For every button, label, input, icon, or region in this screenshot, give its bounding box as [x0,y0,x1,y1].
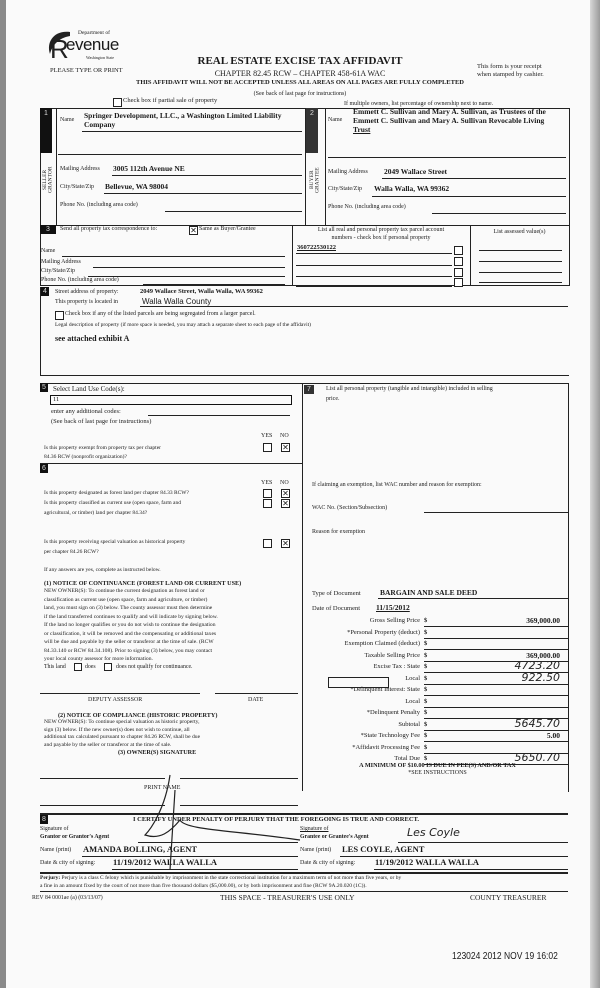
deputy-assessor-label: DEPUTY ASSESSOR [88,697,143,703]
buyer-city-field[interactable]: Walla Walla, WA 99362 [374,184,450,193]
notice-line: 84.33.140 or RCW 84.34.108). Prior to signing (3) below, you may contact [44,647,213,654]
dollar-sign: $ [424,709,428,716]
grantor-sig-label-2: Grantor or Grantor's Agent [40,834,110,840]
seller-mail-label: Mailing Address [60,166,100,172]
date-label: DATE [248,697,264,703]
underline [372,196,566,197]
deputy-assessor-signature[interactable] [40,693,200,694]
dollar-sign: $ [424,617,428,624]
tax-row-label: Gross Selling Price [369,617,420,624]
receipt-note-2: when stamped by cashier. [477,71,544,78]
located-in-label: This property is located in [55,299,118,305]
section-1-number: 1 [40,108,52,153]
grantee-signature-field[interactable] [398,842,568,843]
parcel-line [296,253,452,254]
tax-row-label: Local [405,697,420,705]
tax-row-underline [424,638,568,639]
underline [378,598,568,599]
divider [292,225,293,285]
county-treasurer-label: COUNTY TREASURER [470,893,547,902]
buyer-city-label: City/State/Zip [328,186,362,192]
divider [56,108,57,225]
if-yes-note: If any answers are yes, complete as instructed below. [44,567,161,573]
tax-row-value[interactable]: 5645.70 [514,716,560,730]
notice-line: NEW OWNER(S): To continue special valuation as historic property, [44,719,200,725]
dollar-sign: $ [424,640,428,647]
scan-edge-right [590,0,600,988]
buyer-phone-field[interactable] [432,213,566,214]
land-use-code-select[interactable] [50,395,292,405]
assessed-field-3[interactable] [479,272,562,273]
dollar-sign: $ [424,732,428,739]
grantee-signature: Les Coyle [407,826,460,839]
seller-city-field[interactable]: Bellevue, WA 98004 [105,182,168,191]
grantee-name-label: Name (print) [300,847,332,853]
assessed-field-2[interactable] [479,261,562,262]
claiming-exemption-label: If claiming an exemption, list WAC number and reason for exemption: [312,482,482,488]
partial-sale-label: Check box if partial sale of property [123,97,218,104]
perjury-text-1: Perjury is a class C felony which is punishable by imprisonment in the state correctional institution for a maximum term of not more than five years, or by [60,875,402,881]
doc-type-label: Type of Document [312,590,361,597]
corr-phone-field[interactable] [143,284,285,285]
grantee-sig-label-1: Signature of [300,826,329,832]
corr-city-label: City/State/Zip [41,268,75,274]
dollar-sign: $ [424,628,428,636]
buyer-name-label: Name [328,117,343,123]
buyer-phone-label: Phone No. (including area code) [328,204,406,210]
grantor-signature [130,770,320,870]
dollar-sign: $ [424,720,428,728]
grantor-name-field[interactable]: AMANDA BOLLING, AGENT [83,844,198,854]
perjury-line-1 [40,875,401,881]
buyer-mail-label: Mailing Address [328,169,368,175]
dollar-sign: $ [424,686,428,693]
cashier-stamp: 123024 2012 NOV 19 16:02 [452,951,558,962]
assessed-field-1[interactable] [479,250,562,251]
grantor-date-label: Date & city of signing: [40,860,96,866]
tax-row-value[interactable]: 369,000.00 [526,650,560,660]
certify-statement: I CERTIFY UNDER PENALTY OF PERJURY THAT THE FOREGOING IS TRUE AND CORRECT. [133,816,420,823]
tax-row-label: *Delinquent Interest: State [350,686,420,693]
personal-property-checkbox-3[interactable] [454,268,463,277]
tax-row-value[interactable]: 5.00 [546,731,560,740]
underline [112,175,302,176]
seller-name-line2[interactable]: Company [84,120,116,129]
seller-phone-field[interactable] [165,211,302,212]
section-6-number: 6 [40,464,48,473]
underline [58,154,302,155]
grantee-date-field[interactable]: 11/19/2012 WALLA WALLA [375,857,480,867]
tax-row-value[interactable]: 369,000.00 [526,616,560,625]
seller-phone-label: Phone No. (including area code) [60,202,138,208]
corr-name-field[interactable] [62,256,285,257]
notice-line: if the land transferred continues to qualify and will indicate by signing below. [44,613,218,620]
notice-line: If the land no longer qualifies or you do not wish to continue the designation [44,622,216,628]
forest-question: Is this property designated as forest land per chapter 84.33 RCW? [44,490,189,496]
does-not-label: does not qualify for continuance. [116,664,193,670]
section-4-number: 4 [41,287,49,296]
buyer-grantee-label: BUYER GRANTEE [309,167,321,193]
corr-mail-field[interactable] [93,267,285,268]
historic-question-2: per chapter 84.26 RCW? [44,549,99,555]
see-instructions-note: *SEE INSTRUCTIONS [408,770,467,776]
segregated-label: Check box if any of the listed parcels are being segregated from a larger parcel. [65,311,256,317]
notice-compliance-title: (2) NOTICE OF COMPLIANCE (HISTORIC PROPERTY) [58,712,218,719]
dollar-sign: $ [424,663,428,670]
underline [82,131,302,132]
tax-row-value[interactable]: 922.50 [521,670,560,684]
notice-line: NEW OWNER(S): To continue the current designation as forest land or [44,588,205,594]
wac-field[interactable] [424,512,568,513]
underline [104,193,302,194]
tax-row-underline [424,741,568,742]
section-7-number: 7 [304,385,314,394]
scan-edge-left [0,0,6,988]
deputy-assessor-date[interactable] [215,693,298,694]
revision-number: REV 84 0001ae (a) (03/13/07) [32,895,103,901]
does-label: does [85,664,96,670]
does-qualify-checkbox[interactable] [74,663,82,671]
personal-property-checkbox-2[interactable] [454,257,463,266]
land-use-code-value: 11 [53,396,60,403]
grantee-date-label: Date & city of signing: [300,860,356,866]
parcel-field-2[interactable] [296,265,452,266]
seller-grantor-label: SELLER GRANTOR [42,166,54,194]
wac-label: WAC No. (Section/Subsection) [312,505,388,511]
parcel-field-3[interactable] [296,276,452,277]
exempt-question-1: Is this property exempt from property tax per chapter [44,445,161,451]
tax-row-label: Taxable Selling Price [364,651,420,659]
reason-label: Reason for exemption [312,529,365,535]
doc-date-label: Date of Document [312,605,361,612]
local-rate-box[interactable] [328,677,389,688]
tax-row-label: Total Due [394,755,420,762]
grantee-name-field[interactable]: LES COYLE, AGENT [342,844,425,854]
divider [302,383,303,791]
no-header: NO [280,480,289,486]
owner-signature-label: (3) OWNER(S) SIGNATURE [118,749,197,756]
see-back-note: (See back of last page for instructions) [253,91,347,97]
tax-row-label: *Affidavit Processing Fee [352,743,420,751]
underline [140,306,568,307]
historic-no-checkbox[interactable]: ✕ [282,539,289,548]
corr-mail-label: Mailing Address [41,259,81,265]
notice-line: will be due and payable by the seller or transferor at the time of sale. (RCW [44,639,214,645]
personal-property-list-2: price. [326,396,340,402]
tax-row-underline [424,626,568,627]
street-address-field[interactable]: 2049 Wallace Street, Walla Walla, WA 99362 [140,288,263,295]
land-use-label: Select Land Use Code(s): [53,385,125,393]
personal-property-checkbox-4[interactable] [454,278,463,287]
current-use-no-checkbox[interactable]: ✕ [282,499,289,508]
does-not-qualify-checkbox[interactable] [104,663,112,671]
exempt-no-checkbox[interactable]: ✕ [282,443,289,452]
treasurer-space-label: THIS SPACE - TREASURER'S USE ONLY [220,893,355,902]
yes-header: YES [261,433,273,439]
please-type: PLEASE TYPE OR PRINT [50,67,123,74]
underline [112,869,298,870]
grantor-sig-label-1: Signature of [40,826,69,832]
legal-description-field[interactable]: see attached exhibit A [55,334,130,343]
tax-row-underline [424,707,568,708]
dollar-sign: $ [424,651,428,659]
tax-row-value[interactable]: 5650.70 [514,751,560,764]
corr-phone-label: Phone No. (including area code) [41,277,119,283]
section-3-number: 3 [40,225,56,234]
buyer-name-line2[interactable]: Emmett C. Sullivan and Mary A. Sullivan Revocable Living [353,116,545,125]
parcel-header-2: numbers - check box if personal property [331,235,431,241]
segregated-checkbox[interactable] [55,311,64,320]
logo-sub: Washington State [86,55,115,60]
divider [40,891,568,892]
this-land-label: This land [44,664,66,670]
seller-name-line1[interactable]: Springer Development, LLC., a Washington Limited Liability [84,111,282,120]
form-warning: THIS AFFIDAVIT WILL NOT BE ACCEPTED UNLESS ALL AREAS ON ALL PAGES ARE FULLY COMPLETED [136,79,464,86]
assessed-field-4[interactable] [479,282,562,283]
dollar-sign: $ [424,674,428,682]
tax-row-label: *Personal Property (deduct) [347,628,420,636]
additional-codes-field[interactable] [148,415,290,416]
form-chapter: CHAPTER 82.45 RCW – CHAPTER 458-61A WAC [214,69,386,78]
no-header: NO [280,433,289,439]
tax-row-underline [424,684,568,685]
multiple-owners-note: If multiple owners, list percentage of ownership next to name. [344,101,494,107]
grantee-sig-label-2: Grantee or Grantee's Agent [300,834,369,840]
notice-line: sign (3) below. If the new owner(s) does not wish to continue, all [44,726,190,733]
svg-text:R: R [50,34,69,60]
tax-row-label: Local [405,674,420,682]
notice-line: land, you must sign on (3) below. The county assessor must then determine [44,605,213,611]
exempt-question-2: 84.36 RCW (nonprofit organization)? [44,454,127,460]
receipt-note-1: This form is your receipt [477,63,542,70]
forest-no-checkbox[interactable]: ✕ [282,489,289,498]
grantor-date-field[interactable]: 11/19/2012 WALLA WALLA [113,857,218,867]
tax-row-value[interactable]: 4723.20 [514,659,560,672]
seller-name-label: Name [60,117,75,123]
tax-row-label: Exemption Claimed (deduct) [344,640,420,647]
minimum-due-note: A MINIMUM OF $10.00 IS DUE IN FEE(S) AND/OR TAX [359,762,516,769]
underline [382,178,566,179]
perjury-line-2: a fine in an amount fixed by the court of not more than five thousand dollars ($5,000.00), or by both imprisonment and fine (RCW 9A.20.020 (1C)). [40,883,367,889]
send-correspondence-label: Send all property tax correspondence to: [60,226,158,232]
divider [325,108,326,225]
same-as-buyer-checkbox[interactable]: ✕ [190,226,197,235]
current-use-question-2: agricultural, or timber) land per chapter 84.34? [44,510,148,516]
form-title: REAL ESTATE EXCISE TAX AFFIDAVIT [197,55,403,67]
additional-codes-label: enter any additional codes: [51,408,121,415]
tax-row-label: *Delinquent Penalty [366,709,420,716]
seller-mail-field[interactable]: 3005 112th Avenue NE [113,164,185,173]
logo-main: evenue [66,35,119,54]
historic-yes-checkbox[interactable] [263,539,272,548]
yes-header: YES [261,480,273,486]
buyer-mail-field[interactable]: 2049 Wallace Street [384,167,448,176]
notice-line: classification as current use (open space, farm and agriculture, or timber) [44,596,208,603]
personal-property-list-1: List all personal property (tangible and intangible) included in selling [326,386,493,392]
buyer-name-line1[interactable]: Emmett C. Sullivan and Mary A. Sullivan, as Trustees of the [353,107,546,116]
divider [40,463,302,464]
section-2-number: 2 [306,108,318,153]
seller-city-label: City/State/Zip [60,184,94,190]
county-field[interactable]: Walla Walla County [142,297,212,306]
buyer-name-line3[interactable]: Trust [353,125,371,134]
partial-sale-checkbox[interactable] [113,98,122,107]
underline [374,869,568,870]
notice-line: or classification, it will be removed and the compensating or additional taxes [44,630,217,637]
grantor-name-label: Name (print) [40,847,72,853]
logo-line1: Department of [78,30,110,36]
land-use-instructions: (See back of last page for instructions) [51,418,152,425]
section-8-number: 8 [40,815,48,824]
tax-row-label: Subtotal [398,720,420,728]
exempt-yes-checkbox[interactable] [263,443,272,452]
notice-line: your local county assessor for more information. [44,656,153,662]
tax-row-label: Excise Tax : State [373,663,420,670]
legal-description-label: Legal description of property (if more space is needed, you may attach a separate sheet to each page of the affidavit) [55,322,311,328]
perjury-bold: Perjury: [40,875,61,881]
assessed-header: List assessed value(s) [493,229,546,235]
underline [328,157,566,158]
notice-continuance-title: (1) NOTICE OF CONTINUANCE (FOREST LAND OR CURRENT USE) [44,580,242,587]
dollar-sign: $ [424,697,428,705]
notice-line: and payable by the seller or transferor at the time of sale. [44,741,172,748]
historic-question-1: Is this property receiving special valuation as historical property [44,539,186,545]
dollar-sign: $ [424,743,428,751]
parcel-header-1: List all real and personal property tax parcel account [317,227,445,233]
street-address-label: Street address of property: [55,289,119,295]
doc-type-field[interactable]: BARGAIN AND SALE DEED [380,588,478,597]
section-4 [40,287,569,376]
dollar-sign: $ [424,755,428,762]
same-as-buyer-label: Same as Buyer/Grantee [199,226,256,232]
notice-line: additional tax calculated pursuant to chapter 84.26 RCW, shall be due [44,734,201,740]
corr-name-label: Name [41,248,56,254]
tax-row-underline [424,695,568,696]
tax-row-underline [424,649,568,650]
personal-property-checkbox-1[interactable] [454,246,463,255]
section-5-number: 5 [40,383,48,392]
current-use-question-1: Is this property classified as current use (open space, farm and [44,500,181,506]
current-use-yes-checkbox[interactable] [263,499,272,508]
doc-date-field[interactable]: 11/15/2012 [376,603,410,612]
forest-yes-checkbox[interactable] [263,489,272,498]
print-name-label: PRINT NAME [144,785,181,791]
tax-row-label: *State Technology Fee [360,732,420,739]
parcel-number-1[interactable]: 360722530122 [297,244,336,251]
divider [40,872,568,874]
